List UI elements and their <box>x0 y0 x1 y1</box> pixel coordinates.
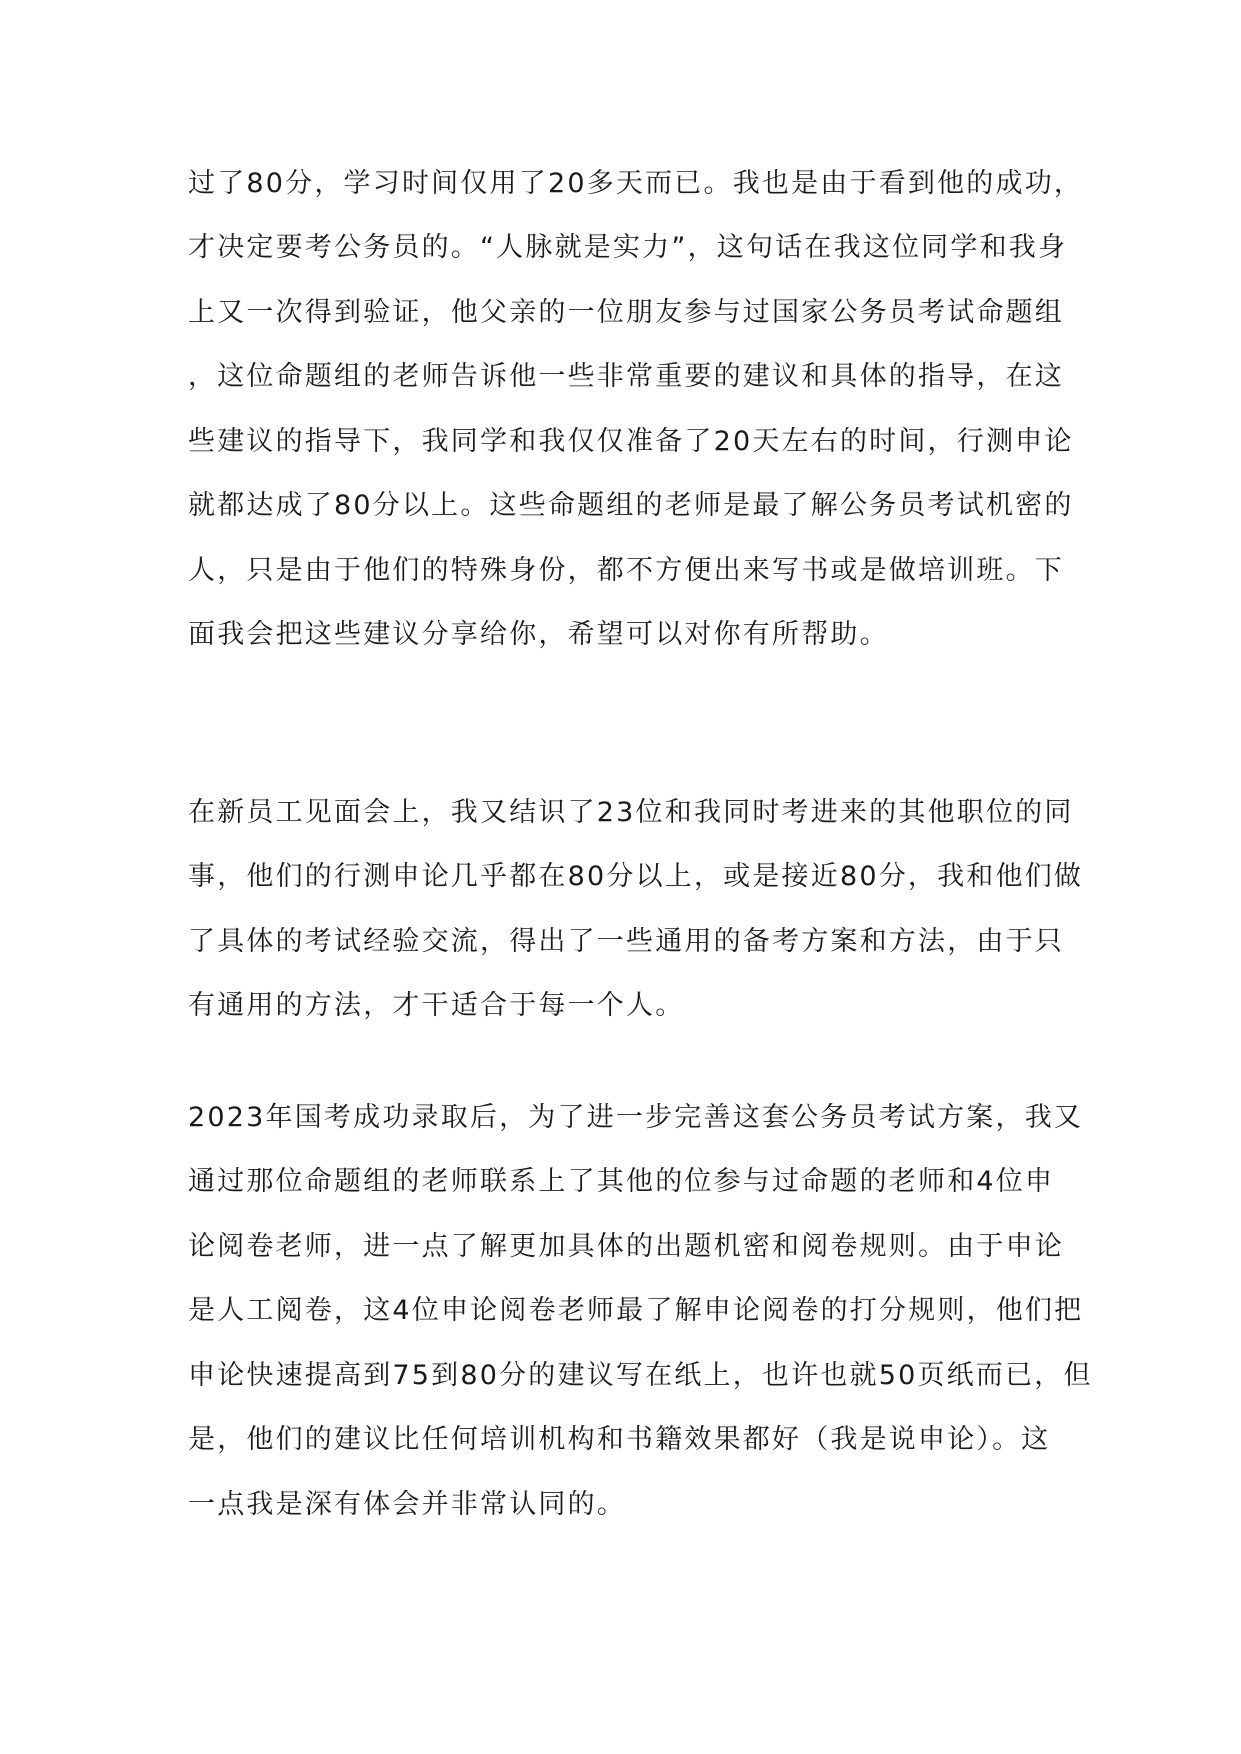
text-line: 有通用的方法，才干适合于每一个人。 <box>188 990 685 1021</box>
text-line: 申论快速提高到75到80分的建议写在纸上，也许也就50页纸而已，但 <box>188 1360 1093 1391</box>
text-line: 在新员工见面会上，我又结识了23位和我同时考进来的其他职位的同 <box>188 797 1074 828</box>
text-line: 是人工阅卷，这4位申论阅卷老师最了解申论阅卷的打分规则，他们把 <box>188 1295 1084 1326</box>
text-line: 过了80分，学习时间仅用了20多天而已。我也是由于看到他的成功， <box>188 168 1084 199</box>
text-line: 一点我是深有体会并非常认同的。 <box>188 1489 626 1520</box>
text-line: 才决定要考公务员的。“人脉就是实力”，这句话在我这位同学和我身 <box>188 232 1068 263</box>
text-line: ，这位命题组的老师告诉他一些非常重要的建议和具体的指导，在这 <box>188 361 1064 392</box>
text-line: 面我会把这些建议分享给你，希望可以对你有所帮助。 <box>188 619 889 650</box>
text-line: 通过那位命题组的老师联系上了其他的位参与过命题的老师和4位申 <box>188 1166 1055 1197</box>
text-line: 上又一次得到验证，他父亲的一位朋友参与过国家公务员考试命题组 <box>188 297 1064 328</box>
text-line: 论阅卷老师，进一点了解更加具体的出题机密和阅卷规则。由于申论 <box>188 1231 1064 1262</box>
text-line: 人，只是由于他们的特殊身份，都不方便出来写书或是做培训班。下 <box>188 555 1064 586</box>
text-line: 是，他们的建议比任何培训机构和书籍效果都好（我是说申论）。这 <box>188 1424 1051 1455</box>
text-line: 就都达成了80分以上。这些命题组的老师是最了解公务员考试机密的 <box>188 490 1074 521</box>
text-line: 了具体的考试经验交流，得出了一些通用的备考方案和方法，由于只 <box>188 926 1064 957</box>
text-line: 2023年国考成功录取后，为了进一步完善这套公务员考试方案，我又 <box>188 1102 1084 1133</box>
text-line: 事，他们的行测申论几乎都在80分以上，或是接近80分，我和他们做 <box>188 861 1084 892</box>
text-line: 些建议的指导下，我同学和我仅仅准备了20天左右的时间，行测申论 <box>188 426 1074 457</box>
